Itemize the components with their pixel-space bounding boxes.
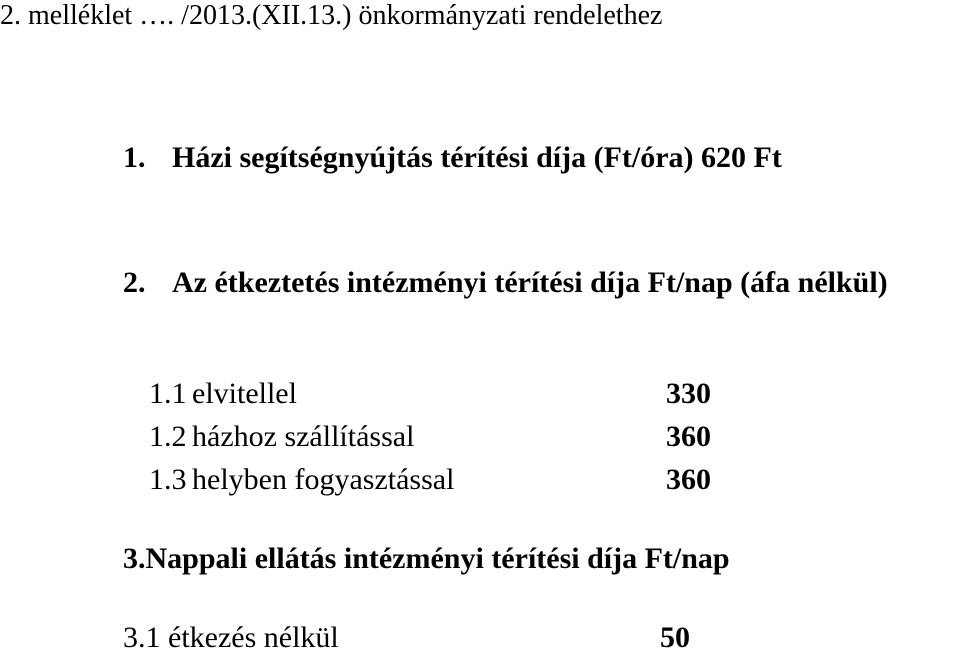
row-label: házhoz szállítással bbox=[192, 420, 415, 453]
item2-number: 2. bbox=[123, 266, 146, 299]
document-header: 2. melléklet …. /2013.(XII.13.) önkormányzati rendelethez bbox=[0, 0, 663, 31]
row-number: 1.1 bbox=[149, 377, 187, 410]
row-label: helyben fogyasztással bbox=[192, 463, 455, 496]
row-number: 1.3 bbox=[149, 463, 187, 496]
row-value: 360 bbox=[666, 420, 711, 453]
row-label: 3.1 étkezés nélkül bbox=[123, 621, 339, 654]
row-value: 50 bbox=[660, 621, 690, 654]
item3-text: 3.Nappali ellátás intézményi térítési díja Ft/nap bbox=[123, 542, 730, 575]
row-label: elvitellel bbox=[192, 377, 297, 410]
row-number: 1.2 bbox=[149, 420, 187, 453]
item1-text: Házi segítségnyújtás térítési díja (Ft/óra) 620 Ft bbox=[172, 141, 782, 174]
item1-number: 1. bbox=[123, 141, 146, 174]
row-value: 360 bbox=[666, 463, 711, 496]
item2-text: Az étkeztetés intézményi térítési díja Ft/nap (áfa nélkül) bbox=[172, 266, 888, 299]
row-value: 330 bbox=[666, 377, 711, 410]
